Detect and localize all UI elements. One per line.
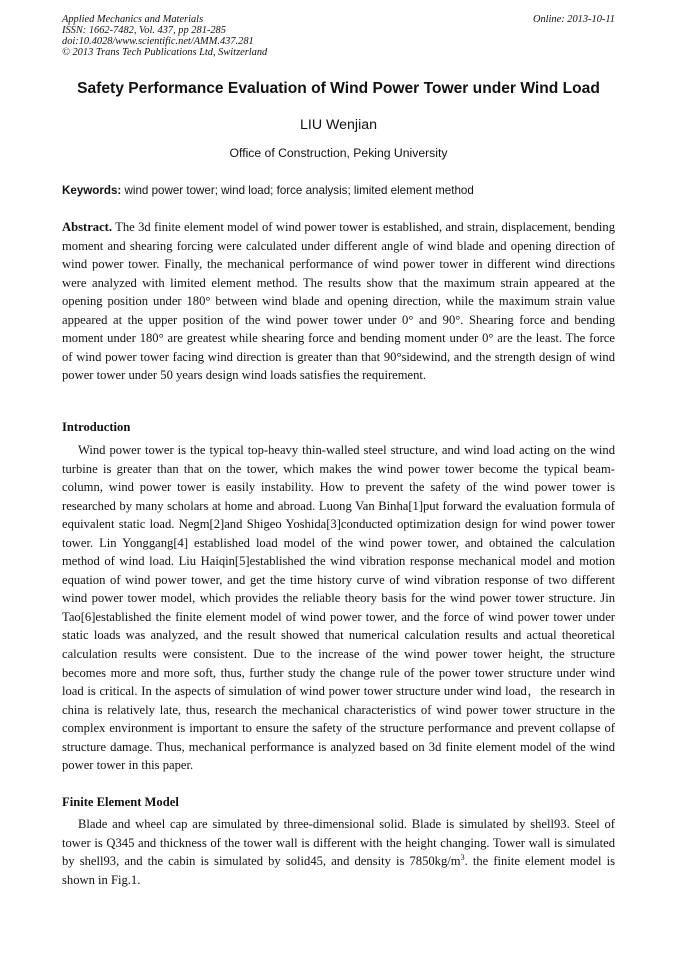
author-name: LIU Wenjian [299, 117, 378, 133]
online-date: Online: 2013-10-11 [532, 14, 615, 25]
introduction-paragraph: Wind power tower is the typical top-heavy thin-walled steel structure, and wind load acting on the wind turbine is greater than that on the tower, which makes the wind power tower become the typical beam-column, wind power tower is easily instability. How to prevent the safety of the wind power tower is researched by many scholars at home and abroad. Luong Van Binha[1]put forward the evaluation formula of equivalent static load. Negm[2]and Shigeo Yoshida[3]conducted optimization design for wind power tower tower. Lin Yonggang[4] established load model of the wind power tower, and obtained the calculation method of wind load. Liu Haiqin[5]established the wind vibration response mechanical model and motion equation of wind power tower, and get the time history curve of wind vibration response of two different wind power tower model, which provides the reliable theory basis for the wind power tower structure. Jin Tao[6]established the finite element model of wind power tower, and the force of wind power tower under static loads was analyzed, and the result showed that numerical calculation results and actual theoretical calculation results were consistent. Due to the increase of the wind power tower height, the structure becomes more and more soft, thus, further study the change rule of the power tower structure under wind load is critical. In the aspects of simulation of wind power tower structure under wind load，the research in china is relatively late, thus, research the mechanical characteristics of wind power tower structure in the complex environment is important to ensure the safety of the structure performance and prevent collapse of structure damage. Thus, mechanical performance is analyzed based on 3d finite element model of the wind power tower in this paper. [62, 443, 615, 773]
abstract-paragraph [62, 218, 615, 385]
journal-name: Applied Mechanics and Materials [62, 14, 204, 25]
author-affiliation: Office of Construction, Peking University [229, 146, 448, 160]
paper-title: Safety Performance Evaluation of Wind Power Tower under Wind Load [77, 80, 600, 97]
introduction-heading: Introduction [62, 420, 131, 434]
abstract-label: Abstract. [62, 220, 113, 234]
issn-line: ISSN: 1662-7482, Vol. 437, pp 281-285 [62, 25, 226, 36]
fem-superscript: 3 [460, 852, 465, 862]
journal-header [62, 14, 615, 58]
doi-line: doi:10.4028/www.scientific.net/AMM.437.281 [62, 36, 254, 47]
keywords-line [62, 183, 615, 199]
fem-text-end: . the finite element model is shown in Fig.1. [62, 854, 615, 887]
keywords-label: Keywords: [62, 184, 122, 197]
copyright-line: © 2013 Trans Tech Publications Ltd, Switzerland [62, 47, 268, 58]
fem-paragraph [62, 815, 615, 889]
keywords-text: wind power tower; wind load; force analysis; limited element method [124, 184, 474, 197]
fem-heading: Finite Element Model [62, 795, 179, 809]
abstract-text: The 3d finite element model of wind power tower is established, and strain, displacement, bending moment and shearing forcing were calculated under different angle of wind blade and opening direction of wind power tower. Finally, the mechanical performance of wind power tower in different wind directions were analyzed with limited element method. The results show that the maximum strain appeared at the opening position under 180° between wind blade and opening direction, while the maximum strain value appeared at the upper position of the wind power tower under 0° and 90°. Shearing force and bending moment under 180° are greatest while shearing force and bending moment under 0° are the least. The force of wind power tower facing wind direction is greater than that 90°sidewind, and the strength design of wind power tower under 50 years design wind loads satisfies the requirement. [62, 220, 616, 383]
fem-text-main: Blade and wheel cap are simulated by three-dimensional solid. Blade is simulated by shell93. Steel of tower is Q345 and thickness of the tower wall is different with the height changing. Tower wall is simulated by shell93, and the cabin is simulated by solid45, and density is 7850kg/m [62, 817, 615, 869]
